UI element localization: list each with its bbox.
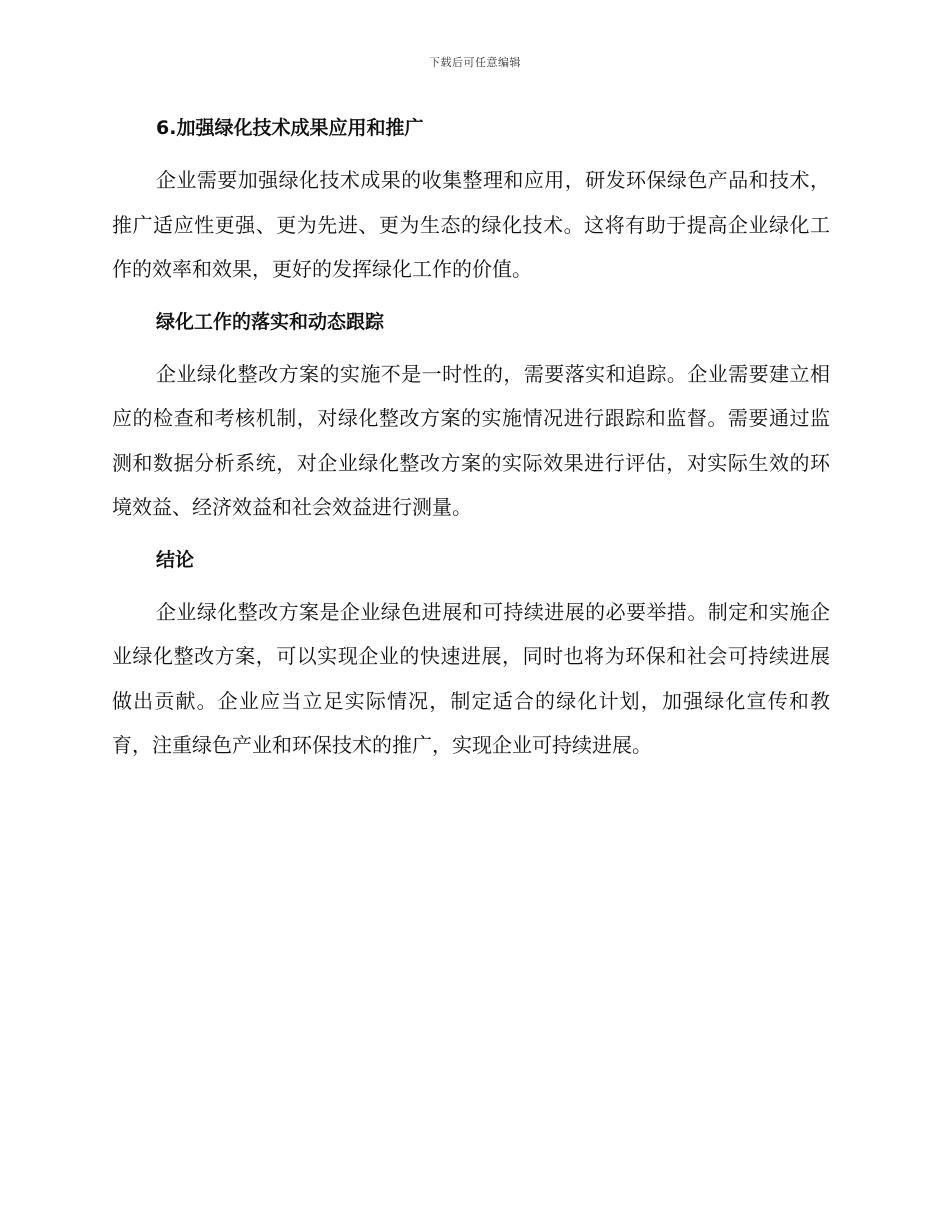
section-paragraph-tech-promotion: 企业需要加强绿化技术成果的收集整理和应用，研发环保绿色产品和技术，推广适应性更强、更为先进、更为生态的绿化技术。这将有助于提高企业绿化工作的效率和效果，更好的发挥绿化工作的价值。 — [112, 168, 830, 281]
section-heading-implementation-tracking: 绿化工作的落实和动态跟踪 — [156, 310, 385, 333]
section-paragraph-implementation-tracking: 企业绿化整改方案的实施不是一时性的，需要落实和追踪。企业需要建立相应的检查和考核机制，对绿化整改方案的实施情况进行跟踪和监督。需要通过监测和数据分析系统，对企业绿化整改方案的实际效果进行评估，对实际生效的环境效益、经济效益和社会效益进行测量。 — [112, 361, 830, 519]
header-note: 下载后可任意编辑 — [429, 56, 521, 69]
document-body — [112, 110, 830, 768]
section-paragraph-conclusion: 企业绿化整改方案是企业绿色进展和可持续进展的必要举措。制定和实施企业绿化整改方案，可以实现企业的快速进展，同时也将为环保和社会可持续进展做出贡献。企业应当立足实际情况，制定适合的绿化计划，加强绿化宣传和教育，注重绿色产业和环保技术的推广，实现企业可持续进展。 — [112, 599, 830, 757]
section-heading-conclusion: 结论 — [156, 548, 195, 571]
section-heading-tech-promotion: 6.加强绿化技术成果应用和推广 — [156, 117, 424, 139]
